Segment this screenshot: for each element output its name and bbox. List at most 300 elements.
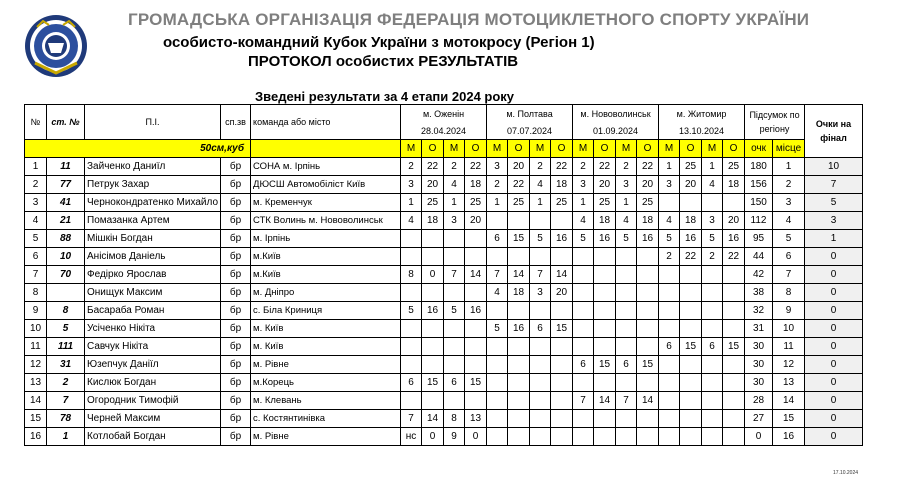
row-team: м. Ірпінь (251, 230, 401, 248)
row-stage-value (637, 410, 659, 428)
row-stage-value: 0 (465, 428, 487, 446)
row-start-number (47, 284, 85, 302)
row-stage-value: 18 (723, 176, 745, 194)
row-final-points: 5 (805, 194, 863, 212)
row-stage-value (508, 302, 530, 320)
stage-city: м. Житомир (659, 105, 745, 123)
row-final-points: 0 (805, 338, 863, 356)
row-stage-value: 16 (551, 230, 573, 248)
row-stage-value: 25 (422, 194, 444, 212)
row-stage-value (487, 338, 508, 356)
row-stage-value: 22 (637, 158, 659, 176)
row-stage-value (487, 356, 508, 374)
row-stage-value: 20 (422, 176, 444, 194)
row-no: 11 (25, 338, 47, 356)
row-stage-value (594, 410, 616, 428)
row-stage-value: 8 (401, 266, 422, 284)
row-score: 30 (745, 338, 773, 356)
row-no: 7 (25, 266, 47, 284)
row-stage-value: 4 (530, 176, 551, 194)
row-stage-value (508, 428, 530, 446)
row-stage-value (487, 248, 508, 266)
row-stage-value (616, 284, 637, 302)
row-stage-value: 15 (508, 230, 530, 248)
stage-city: м. Оженін (401, 105, 487, 123)
federation-logo-icon (23, 13, 89, 79)
row-stage-value: 15 (551, 320, 573, 338)
row-stage-value: 0 (422, 266, 444, 284)
row-grade: бр (221, 338, 251, 356)
table-row (25, 266, 863, 284)
row-team: СОНА м. Ірпінь (251, 158, 401, 176)
row-place: 2 (773, 176, 805, 194)
row-name: Помазанка Артем (85, 212, 221, 230)
row-no: 15 (25, 410, 47, 428)
row-stage-value (723, 266, 745, 284)
col-header-name: П.І. (85, 105, 221, 140)
row-stage-value (723, 410, 745, 428)
row-stage-value: 18 (551, 176, 573, 194)
row-stage-value (444, 284, 465, 302)
row-start-number: 78 (47, 410, 85, 428)
row-stage-value (594, 248, 616, 266)
row-stage-value: 15 (723, 338, 745, 356)
row-team: м. Кременчук (251, 194, 401, 212)
row-stage-value: 14 (551, 266, 573, 284)
stage-date: 28.04.2024 (401, 122, 487, 140)
row-name: Зайченко Даниїл (85, 158, 221, 176)
col-header-points: Очки на фінал (805, 105, 863, 158)
row-grade: бр (221, 410, 251, 428)
row-stage-value: 4 (702, 176, 723, 194)
row-stage-value (594, 338, 616, 356)
row-stage-value (551, 356, 573, 374)
row-stage-value (401, 248, 422, 266)
row-stage-value (723, 194, 745, 212)
row-stage-value: 20 (508, 158, 530, 176)
row-stage-value (702, 428, 723, 446)
row-stage-value (401, 320, 422, 338)
table-row (25, 230, 863, 248)
row-stage-value (444, 320, 465, 338)
row-stage-value: 25 (594, 194, 616, 212)
row-team: с. Біла Криниця (251, 302, 401, 320)
row-stage-value (637, 428, 659, 446)
row-stage-value (659, 428, 680, 446)
row-stage-value: 16 (637, 230, 659, 248)
row-stage-value (508, 410, 530, 428)
row-name: Огородник Тимофій (85, 392, 221, 410)
row-no: 5 (25, 230, 47, 248)
row-stage-value (530, 248, 551, 266)
row-stage-value (573, 266, 594, 284)
row-stage-value: 6 (659, 338, 680, 356)
row-stage-value: 2 (401, 158, 422, 176)
row-stage-value: 15 (594, 356, 616, 374)
row-stage-value: 20 (680, 176, 702, 194)
row-stage-value: 25 (465, 194, 487, 212)
row-stage-value (680, 320, 702, 338)
row-stage-value: 4 (487, 284, 508, 302)
row-stage-value: 6 (487, 230, 508, 248)
row-stage-value (573, 428, 594, 446)
row-stage-value (594, 266, 616, 284)
row-start-number: 41 (47, 194, 85, 212)
row-grade: бр (221, 212, 251, 230)
row-stage-value: 1 (401, 194, 422, 212)
row-stage-value (487, 374, 508, 392)
row-stage-value (465, 356, 487, 374)
row-stage-value (637, 248, 659, 266)
row-start-number: 1 (47, 428, 85, 446)
row-stage-value (659, 302, 680, 320)
row-grade: бр (221, 248, 251, 266)
row-stage-value (616, 266, 637, 284)
row-stage-value (551, 248, 573, 266)
row-stage-value (659, 194, 680, 212)
row-stage-value (637, 374, 659, 392)
row-stage-value (680, 194, 702, 212)
row-stage-value: 7 (401, 410, 422, 428)
row-stage-value: 4 (444, 176, 465, 194)
row-stage-value (680, 374, 702, 392)
row-name: Федірко Ярослав (85, 266, 221, 284)
row-team: м.Корець (251, 374, 401, 392)
row-stage-value: 5 (659, 230, 680, 248)
row-stage-value (659, 320, 680, 338)
row-stage-value (422, 284, 444, 302)
row-final-points: 10 (805, 158, 863, 176)
row-start-number: 7 (47, 392, 85, 410)
row-stage-value (680, 410, 702, 428)
row-stage-value (465, 284, 487, 302)
row-stage-value: 1 (573, 194, 594, 212)
row-stage-value (508, 248, 530, 266)
row-stage-value (530, 356, 551, 374)
row-stage-value (637, 320, 659, 338)
row-stage-value: 1 (444, 194, 465, 212)
row-stage-value: 16 (508, 320, 530, 338)
row-stage-value (508, 356, 530, 374)
row-stage-value: 14 (508, 266, 530, 284)
row-no: 16 (25, 428, 47, 446)
row-grade: бр (221, 356, 251, 374)
row-score: 38 (745, 284, 773, 302)
row-stage-value (573, 320, 594, 338)
stage-city: м. Полтава (487, 105, 573, 123)
row-name: Савчук Нікіта (85, 338, 221, 356)
row-stage-value (465, 338, 487, 356)
row-team: м. Клевань (251, 392, 401, 410)
row-stage-value (530, 410, 551, 428)
row-stage-value (680, 428, 702, 446)
row-stage-value (487, 212, 508, 230)
row-place: 13 (773, 374, 805, 392)
row-stage-value (637, 338, 659, 356)
row-team: ДЮСШ Автомобіліст Київ (251, 176, 401, 194)
row-team: СТК Волинь м. Нововолинськ (251, 212, 401, 230)
stage-sub-header: О (551, 140, 573, 158)
cup-title: особисто-командний Кубок України з мотокросу (Регіон 1) (163, 34, 595, 51)
stage-sub-header: М (530, 140, 551, 158)
row-stage-value (702, 320, 723, 338)
col-header-total: Підсумок по регіону (745, 105, 805, 140)
row-stage-value (422, 320, 444, 338)
row-final-points: 0 (805, 284, 863, 302)
row-name: Анісімов Даніель (85, 248, 221, 266)
stage-date: 07.07.2024 (487, 122, 573, 140)
stage-sub-header: М (573, 140, 594, 158)
row-stage-value: 18 (508, 284, 530, 302)
row-stage-value: 20 (637, 176, 659, 194)
row-stage-value: 2 (616, 158, 637, 176)
row-stage-value (465, 320, 487, 338)
row-name: Черней Максим (85, 410, 221, 428)
row-grade: бр (221, 302, 251, 320)
row-name: Мішкін Богдан (85, 230, 221, 248)
row-place: 6 (773, 248, 805, 266)
row-score: 30 (745, 374, 773, 392)
row-stage-value: 16 (723, 230, 745, 248)
row-stage-value: 16 (680, 230, 702, 248)
row-stage-value: 22 (723, 248, 745, 266)
row-stage-value (444, 248, 465, 266)
row-place: 4 (773, 212, 805, 230)
row-stage-value: 15 (680, 338, 702, 356)
row-stage-value (551, 302, 573, 320)
row-stage-value (637, 266, 659, 284)
row-score: 150 (745, 194, 773, 212)
row-place: 5 (773, 230, 805, 248)
row-stage-value: 5 (444, 302, 465, 320)
stage-city: м. Нововолинськ (573, 105, 659, 123)
row-stage-value (680, 356, 702, 374)
row-start-number: 31 (47, 356, 85, 374)
table-row (25, 194, 863, 212)
row-stage-value (616, 428, 637, 446)
row-stage-value (680, 392, 702, 410)
stage-sub-header: О (723, 140, 745, 158)
row-final-points: 3 (805, 212, 863, 230)
row-stage-value: 2 (659, 248, 680, 266)
row-no: 3 (25, 194, 47, 212)
row-place: 7 (773, 266, 805, 284)
row-stage-value (637, 284, 659, 302)
row-stage-value (573, 338, 594, 356)
row-stage-value: 4 (573, 212, 594, 230)
table-row (25, 158, 863, 176)
table-row (25, 410, 863, 428)
federation-title: ГРОМАДСЬКА ОРГАНІЗАЦІЯ ФЕДЕРАЦІЯ МОТОЦИКЛЕТНОГО СПОРТУ УКРАЇНИ (128, 10, 810, 29)
row-stage-value: 3 (530, 284, 551, 302)
row-stage-value (465, 230, 487, 248)
row-stage-value: 20 (594, 176, 616, 194)
row-stage-value (465, 248, 487, 266)
row-stage-value: 3 (487, 158, 508, 176)
row-stage-value: 25 (508, 194, 530, 212)
row-name: Юзепчук Даніїл (85, 356, 221, 374)
row-stage-value: 14 (637, 392, 659, 410)
row-stage-value (702, 392, 723, 410)
row-stage-value: 7 (616, 392, 637, 410)
row-final-points: 0 (805, 320, 863, 338)
stage-sub-header: М (444, 140, 465, 158)
row-stage-value (723, 320, 745, 338)
row-stage-value: 4 (659, 212, 680, 230)
row-final-points: 1 (805, 230, 863, 248)
footer-date: 17.10.2024 (833, 470, 859, 476)
stage-sub-header: О (594, 140, 616, 158)
row-stage-value (616, 410, 637, 428)
row-score: 27 (745, 410, 773, 428)
row-stage-value: 8 (444, 410, 465, 428)
row-stage-value (723, 392, 745, 410)
row-stage-value: 1 (487, 194, 508, 212)
row-stage-value (551, 212, 573, 230)
row-stage-value (573, 302, 594, 320)
row-stage-value: 14 (422, 410, 444, 428)
row-team: м.Київ (251, 248, 401, 266)
row-stage-value: 7 (487, 266, 508, 284)
row-stage-value (508, 392, 530, 410)
row-stage-value (702, 302, 723, 320)
row-stage-value: 5 (401, 302, 422, 320)
row-stage-value (530, 302, 551, 320)
row-stage-value (659, 356, 680, 374)
row-final-points: 0 (805, 266, 863, 284)
row-final-points: 7 (805, 176, 863, 194)
stage-sub-header: О (465, 140, 487, 158)
row-start-number: 21 (47, 212, 85, 230)
row-final-points: 0 (805, 356, 863, 374)
row-team: м.Київ (251, 266, 401, 284)
row-no: 12 (25, 356, 47, 374)
row-stage-value (487, 410, 508, 428)
row-grade: бр (221, 284, 251, 302)
table-row (25, 320, 863, 338)
stage-sub-header: О (422, 140, 444, 158)
stage-sub-header: М (659, 140, 680, 158)
row-stage-value: 5 (487, 320, 508, 338)
row-stage-value (723, 302, 745, 320)
row-no: 6 (25, 248, 47, 266)
row-score: 156 (745, 176, 773, 194)
row-score: 0 (745, 428, 773, 446)
row-stage-value (487, 302, 508, 320)
row-stage-value (487, 428, 508, 446)
row-final-points: 0 (805, 392, 863, 410)
row-grade: бр (221, 194, 251, 212)
row-stage-value (702, 356, 723, 374)
row-stage-value: 1 (659, 158, 680, 176)
row-score: 42 (745, 266, 773, 284)
row-stage-value: нс (401, 428, 422, 446)
row-stage-value (508, 374, 530, 392)
row-stage-value (551, 374, 573, 392)
row-final-points: 0 (805, 374, 863, 392)
row-grade: бр (221, 428, 251, 446)
row-stage-value: 1 (530, 194, 551, 212)
row-stage-value (401, 338, 422, 356)
row-stage-value (465, 392, 487, 410)
row-final-points: 0 (805, 428, 863, 446)
row-stage-value: 5 (702, 230, 723, 248)
protocol-title: ПРОТОКОЛ особистих РЕЗУЛЬТАТІВ (248, 53, 519, 70)
row-start-number: 77 (47, 176, 85, 194)
stage-date: 01.09.2024 (573, 122, 659, 140)
row-stage-value: 22 (422, 158, 444, 176)
class-label: 50см,куб (25, 140, 251, 158)
row-stage-value: 15 (422, 374, 444, 392)
row-stage-value (551, 338, 573, 356)
row-stage-value (401, 356, 422, 374)
row-stage-value (702, 284, 723, 302)
row-stage-value: 2 (573, 158, 594, 176)
row-place: 9 (773, 302, 805, 320)
row-stage-value: 6 (401, 374, 422, 392)
row-stage-value (444, 338, 465, 356)
row-stage-value (616, 302, 637, 320)
row-stage-value: 5 (616, 230, 637, 248)
row-stage-value (594, 284, 616, 302)
row-stage-value: 6 (573, 356, 594, 374)
row-score: 30 (745, 356, 773, 374)
table-row (25, 374, 863, 392)
row-final-points: 0 (805, 410, 863, 428)
row-name: Чернокондратенко Михайло (85, 194, 221, 212)
row-stage-value (444, 230, 465, 248)
row-place: 16 (773, 428, 805, 446)
row-grade: бр (221, 320, 251, 338)
row-stage-value (594, 302, 616, 320)
row-final-points: 0 (805, 302, 863, 320)
row-no: 10 (25, 320, 47, 338)
row-stage-value (680, 284, 702, 302)
row-stage-value: 2 (487, 176, 508, 194)
col-header-start: ст. № (47, 105, 85, 140)
col-header-grade: сп.зв (221, 105, 251, 140)
row-stage-value (659, 284, 680, 302)
row-stage-value (723, 428, 745, 446)
row-team: м. Київ (251, 338, 401, 356)
row-stage-value: 6 (616, 356, 637, 374)
row-stage-value (573, 374, 594, 392)
row-place: 10 (773, 320, 805, 338)
row-grade: бр (221, 176, 251, 194)
row-stage-value: 18 (594, 212, 616, 230)
stage-sub-header: М (702, 140, 723, 158)
row-stage-value (659, 410, 680, 428)
row-start-number: 10 (47, 248, 85, 266)
row-place: 14 (773, 392, 805, 410)
row-stage-value (680, 302, 702, 320)
row-stage-value: 16 (465, 302, 487, 320)
row-grade: бр (221, 230, 251, 248)
row-grade: бр (221, 266, 251, 284)
row-stage-value: 0 (422, 428, 444, 446)
stage-sub-header: М (616, 140, 637, 158)
row-place: 1 (773, 158, 805, 176)
row-grade: бр (221, 392, 251, 410)
row-stage-value (530, 374, 551, 392)
header-row (25, 105, 863, 123)
row-stage-value (573, 248, 594, 266)
row-stage-value (723, 284, 745, 302)
row-place: 15 (773, 410, 805, 428)
row-stage-value (401, 392, 422, 410)
row-stage-value: 4 (401, 212, 422, 230)
row-start-number: 8 (47, 302, 85, 320)
